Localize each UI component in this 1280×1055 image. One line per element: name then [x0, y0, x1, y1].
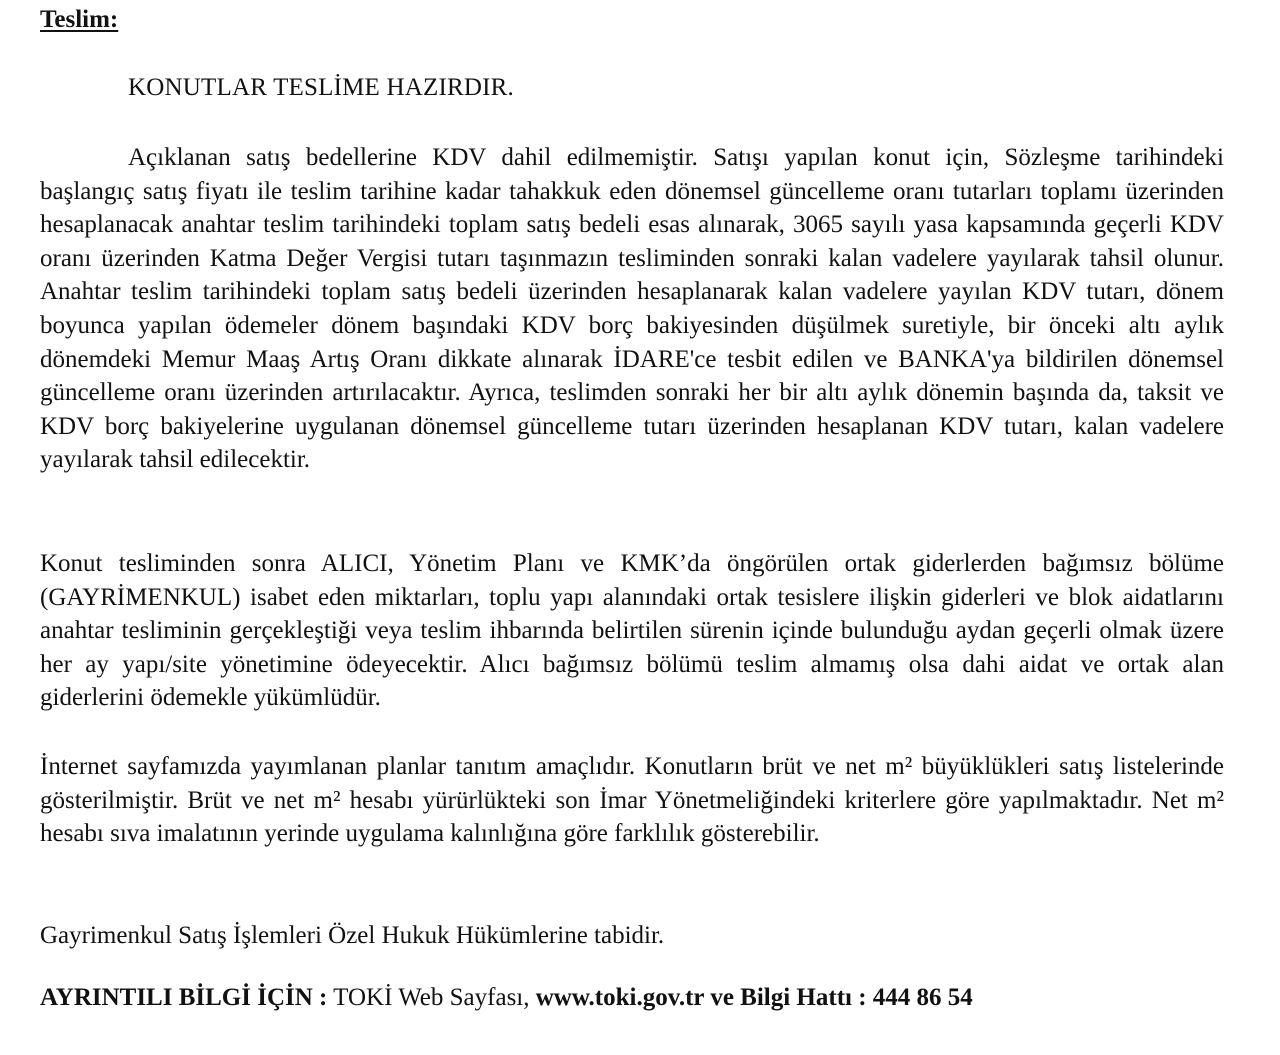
announcement: KONUTLAR TESLİME HAZIRDIR. [128, 74, 514, 101]
contact-info [40, 984, 973, 1012]
contact-label: AYRINTILI BİLGİ İÇİN : [40, 984, 328, 1011]
contact-site-text: TOKİ Web Sayfası, [327, 984, 536, 1011]
paragraph-plans: İnternet sayfamızda yayımlanan planlar tanıtım amaçlıdır. Konutların brüt ve net m² büyüklükleri satış listelerinde gösterilmiştir. Brüt ve net m² hesabı yürürlükteki son İmar Yönetmeliğindeki kriterlere göre yapılmaktadır. Net m² hesabı sıva imalatının yerinde uygulama kalınlığına göre farklılık gösterebilir. [40, 753, 1224, 848]
contact-phone: ve Bilgi Hattı : 444 86 54 [704, 984, 973, 1011]
website-link[interactable]: www.toki.gov.tr [535, 984, 705, 1011]
section-heading: Teslim: [40, 6, 119, 33]
paragraph-vat: Açıklanan satış bedellerine KDV dahil edilmemiştir. Satışı yapılan konut için, Sözleşme tarihindeki başlangıç satış fiyatı ile teslim tarihine kadar tahakkuk eden dönemsel güncelleme oranı tutarları toplamı üzerinden hesaplanacak anahtar teslim tarihindeki toplam satış bedeli esas alınarak, 3065 sayılı yasa kapsamında geçerli KDV oranı üzerinden Katma Değer Vergisi tutarı taşınmazın tesliminden sonraki kalan vadelere yayılarak tahsil olunur. Anahtar teslim tarihindeki toplam satış bedeli üzerinden hesaplanarak kalan vadelere yayılan KDV tutarı, dönem boyunca yapılan ödemeler dönem başındaki KDV borç bakiyesinden düşülmek suretiyle, bir önceki altı aylık dönemdeki Memur Maaş Artış Oranı dikkate alınarak İDARE'ce tesbit edilen ve BANKA'ya bildirilen dönemsel güncelleme oranı üzerinden artırılacaktır. Ayrıca, teslimden sonraki her bir altı aylık dönemin başında da, taksit ve KDV borç bakiyelerine uygulanan dönemsel güncelleme tutarı üzerinden hesaplanan KDV tutarı, kalan vadelere yayılarak tahsil edilecektir. [40, 144, 1224, 474]
paragraph-legal: Gayrimenkul Satış İşlemleri Özel Hukuk Hükümlerine tabidir. [40, 922, 665, 949]
paragraph-common-expenses: Konut tesliminden sonra ALICI, Yönetim Planı ve KMK’da öngörülen ortak giderlerden bağımsız bölüme (GAYRİMENKUL) isabet eden miktarları, toplu yapı alanındaki ortak tesislere ilişkin giderleri ve blok aidatlarını anahtar tesliminin gerçekleştiği veya teslim ihbarında belirtilen sürenin içinde bulunduğu aydan geçerli olmak üzere her ay yapı/site yönetimine ödeyecektir. Alıcı bağımsız bölümü teslim almamış olsa dahi aidat ve ortak alan giderlerini ödemekle yükümlüdür. [40, 550, 1224, 712]
